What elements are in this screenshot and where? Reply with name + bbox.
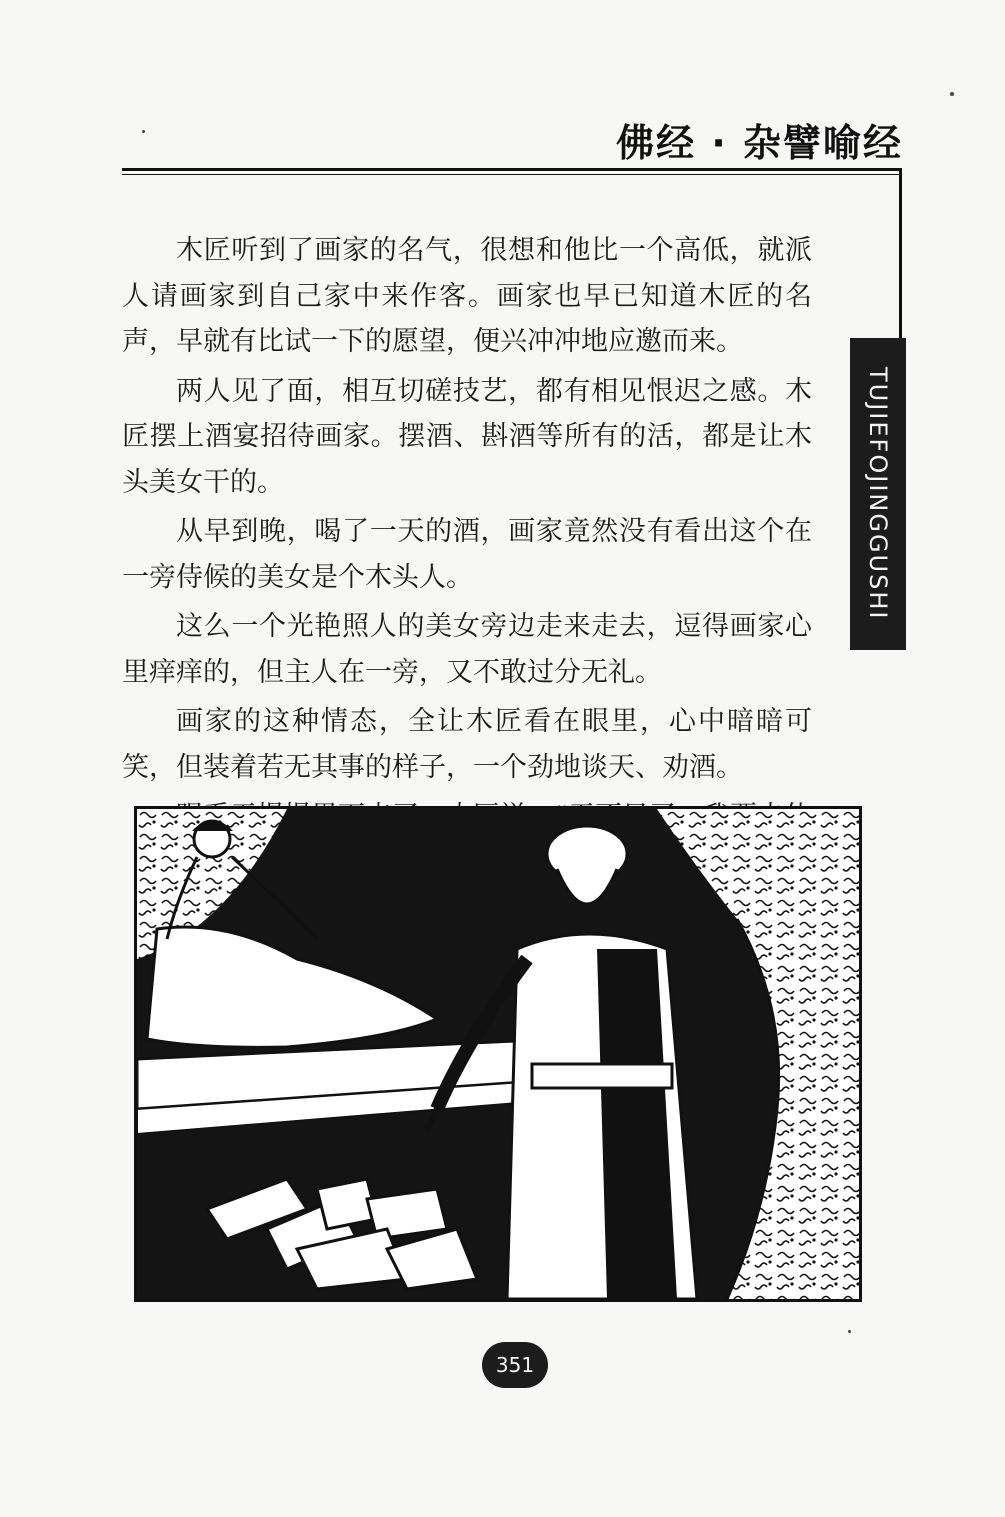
- body-text: [122, 228, 812, 844]
- side-tab: [850, 338, 906, 650]
- side-tab-label: TUJIEFOJINGGUSHI: [864, 367, 892, 621]
- paragraph: 画家的这种情态，全让木匠看在眼里，心中暗暗可笑，但装着若无其事的样子，一个劲地谈天、劝酒。: [122, 706, 812, 783]
- header-rule: [122, 168, 902, 171]
- scan-speck: [848, 1330, 851, 1333]
- paragraph: 这么一个光艳照人的美女旁边走来走去，逗得画家心里痒痒的，但主人在一旁，又不敢过分无礼。: [122, 611, 812, 688]
- running-header-title: 佛经 · 杂譬喻经: [616, 121, 903, 165]
- illustration: [134, 806, 862, 1302]
- paragraph: 两人见了面，相互切磋技艺，都有相见恨迟之感。木匠摆上酒宴招待画家。摆酒、斟酒等所有的活，都是让木头美女干的。: [122, 375, 812, 498]
- scan-speck: [950, 92, 954, 96]
- paragraph: 从早到晚，喝了一天的酒，画家竟然没有看出这个在一旁侍候的美女是个木头人。: [122, 516, 812, 593]
- side-rule: [899, 168, 902, 340]
- page-number: 351: [482, 1342, 548, 1388]
- illustration-drawing: [137, 809, 859, 1299]
- paragraph: 木匠听到了画家的名气，很想和他比一个高低，就派人请画家到自己家中来作客。画家也早已知道木匠的名声，早就有比试一下的愿望，便兴冲冲地应邀而来。: [122, 235, 812, 357]
- scan-speck: [142, 130, 145, 133]
- header-rule-thin: [122, 174, 902, 175]
